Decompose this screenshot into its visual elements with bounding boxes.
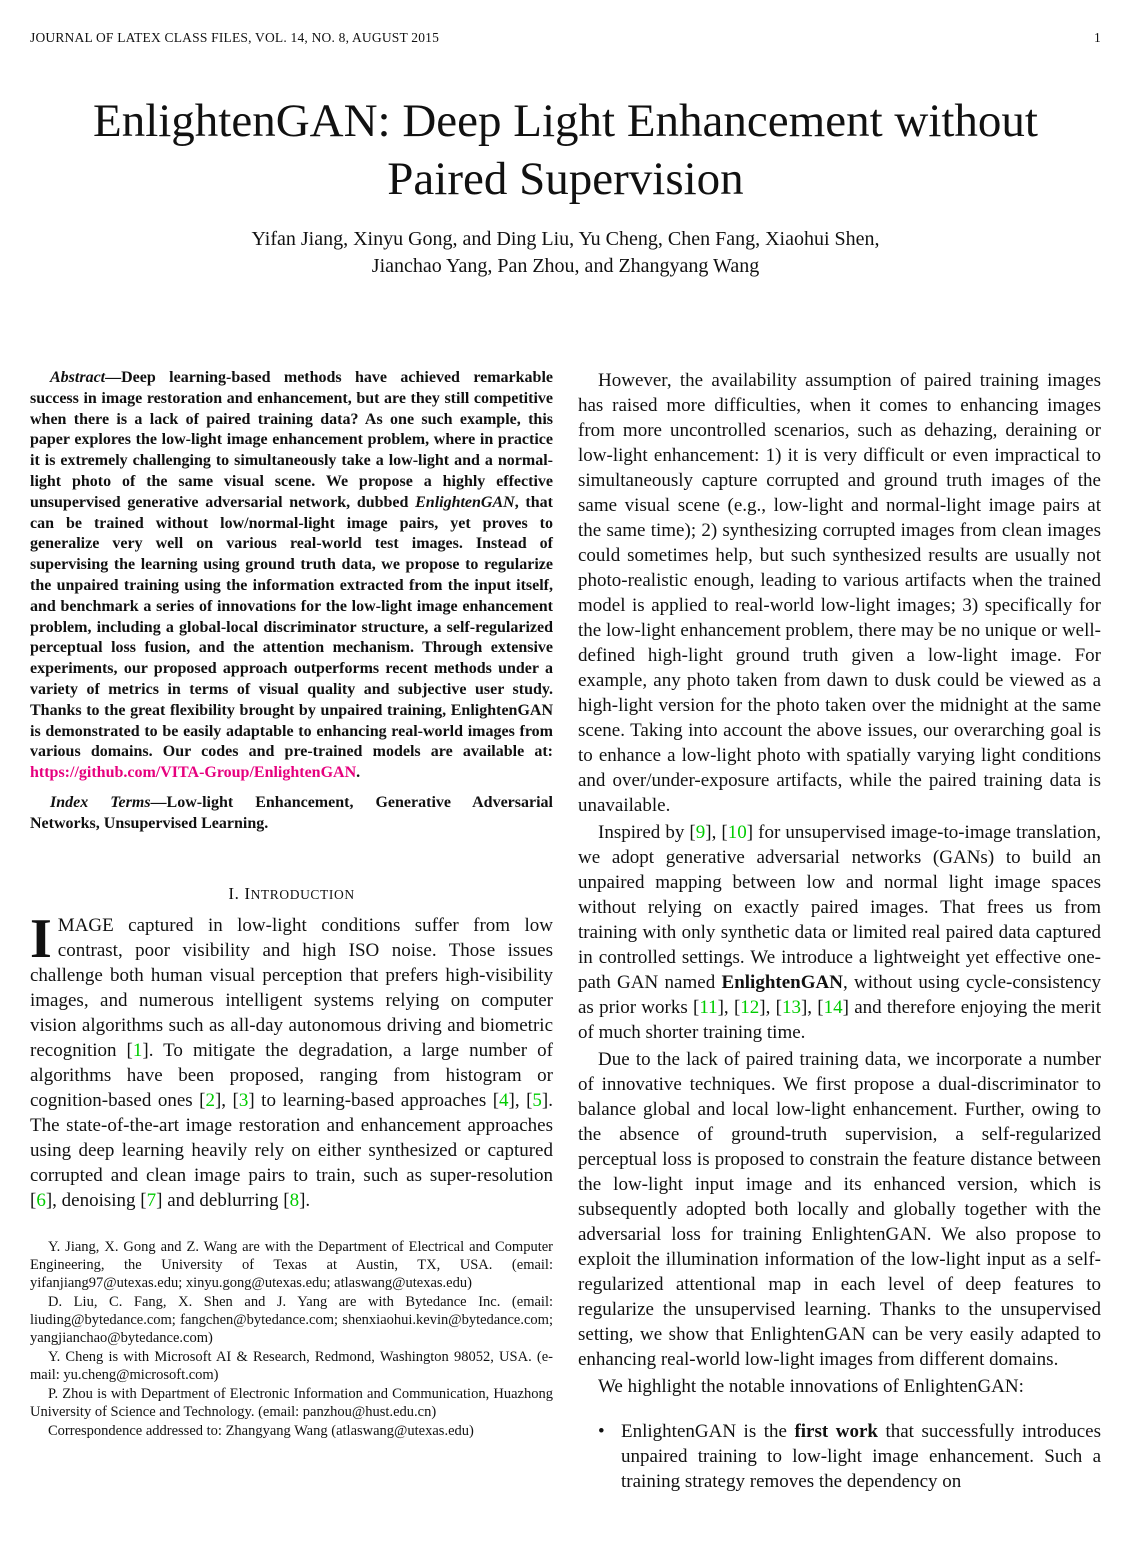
citation-link[interactable]: 4 (499, 1089, 509, 1111)
running-header (30, 30, 1101, 50)
intro-paragraph-1 (30, 907, 553, 1213)
right-column (578, 368, 1101, 1494)
abstract (30, 368, 553, 784)
intro-text: ] and therefore enjoying the merit of much shorter training time. (578, 997, 1102, 1043)
footnote: D. Liu, C. Fang, X. Shen and J. Yang are with Bytedance Inc. (email: liuding@bytedance.com; fangchen@bytedance.com; shenxiaohui.kevin@bytedance.com; yangjianchao@bytedance.com) (30, 1293, 553, 1346)
citation-link[interactable]: 1 (132, 1039, 143, 1061)
citation-link[interactable]: 3 (238, 1089, 249, 1111)
intro-text: ]. To mitigate the degradation, a large number of algorithms have been proposed, ranging from histogram or cognition-based ones [ (30, 1039, 553, 1111)
intro-text: ]. The state-of-the-art image restoration and enhancement approaches using deep learning heavily rely on either synthesized or captured corrupted and clean image pairs to train, such as super-resolution [ (30, 1089, 553, 1211)
intro-text: ] and deblurring [ (156, 1189, 290, 1211)
footnote: Y. Cheng is with Microsoft AI & Research, Redmond, Washington 98052, USA. (e-mail: yu.cheng@microsoft.com) (30, 1348, 553, 1383)
intro-text: Inspired by [ (598, 822, 696, 843)
intro-text: ], [ (705, 822, 728, 843)
section-title-rest: NTRODUCTION (250, 886, 355, 902)
intro-text: ], [ (759, 997, 782, 1018)
index-terms (30, 793, 553, 835)
intro-paragraph-3 (578, 820, 1101, 1045)
page-number: 1 (1094, 30, 1101, 45)
intro-text: ]. (299, 1189, 311, 1211)
title-line-1: EnlightenGAN: Deep Light Enhancement without (92, 95, 1038, 147)
index-terms-label: Index Terms (50, 793, 151, 811)
github-link[interactable]: https://github.com/VITA-Group/EnlightenGAN (30, 764, 357, 782)
footnote: Y. Jiang, X. Gong and Z. Wang are with the Department of Electrical and Computer Engineering, the University of Texas at Austin, TX, USA. (email: yifanjiang97@utexas.edu; xinyu.gong@utexas.edu; atlaswang@utexas.edu) (30, 1238, 553, 1291)
method-name-bold: EnlightenGAN (721, 972, 843, 993)
index-terms-text: Low-light Enhancement, Generative Adversarial Networks, Unsupervised Learning. (30, 793, 553, 832)
author-list (60, 226, 1071, 280)
abstract-label: Abstract (50, 369, 106, 386)
intro-text: ], [ (214, 1089, 239, 1111)
abstract-dash: — (105, 369, 122, 386)
intro-text: ], denoising [ (45, 1189, 147, 1211)
intro-text: ], [ (800, 997, 824, 1018)
abstract-end: . (356, 764, 361, 782)
intro-paragraph-2: However, the availability assumption of paired training images has raised more difficulties, when it comes to enhancing images from more uncontrolled scenarios, such as dehazing, deraining or low-light enhancement: 1) it is very difficult or even impractical to simultaneously capture corrupted and ground truth images of the same visual scene (e.g., low-light and normal-light image pairs at the same time); 2) synthesizing corrupted images from clean images could sometimes help, but such synthesized results are usually not photo-realistic enough, leading to various artifacts when the trained model is applied to real-world low-light images; 3) specifically for the low-light enhancement problem, there may be no unique or well-defined high-light ground truth given a low-light image. For example, any photo taken from dawn to dusk could be viewed as a high-light version for the photo taken over the midnight at the same scene. Taking into account the above issues, our overarching goal is to enhance a low-light photo with spatially varying light conditions and over/under-exposure artifacts, while the paired training data is unavailable. (578, 370, 1101, 816)
bullet-icon: • (598, 1421, 605, 1442)
intro-paragraph-5: We highlight the notable innovations of EnlightenGAN: (598, 1376, 1024, 1397)
bullet-text: EnlightenGAN is the (621, 1421, 795, 1442)
citation-link[interactable]: 5 (532, 1089, 542, 1111)
citation-link[interactable]: 12 (740, 997, 760, 1018)
intro-text: ], [ (508, 1089, 533, 1111)
abstract-text-2: , that can be trained without low/normal-light image pairs, yet proves to generalize very well on various real-world test images. Instead of supervising the learning using ground truth data, we propose to regularize the unpaired training using the information extracted from the input itself, and benchmark a series of innovations for the low-light image enhancement problem, including a global-local discriminator structure, a self-regularized perceptual loss fusion, and the attention mechanism. Through extensive experiments, our proposed approach outperforms recent methods under a variety of metrics in terms of visual quality and subjective user study. Thanks to the great flexibility brought by unpaired training, EnlightenGAN is demonstrated to be easily adaptable to enhancing real-world images from various domains. Our codes and pre-trained models are available at: (30, 493, 553, 761)
intro-text: ] to learning-based approaches [ (248, 1089, 500, 1111)
title-line-2: Paired Supervision (387, 153, 744, 205)
affiliation-footnotes (30, 1238, 553, 1440)
citation-link[interactable]: 11 (699, 997, 718, 1018)
list-item (578, 1419, 1101, 1494)
intro-text: ] for unsupervised image-to-image translation, we adopt generative adversarial networks (GANs) to build an unpaired mapping between low and normal light image spaces without relying on exactly paired images. That frees us from training with only synthetic data or limited real paired data captured in controlled settings. We introduce a lightweight yet effective one-path GAN named (578, 822, 1102, 993)
section-title-cap: I (244, 883, 251, 903)
citation-link[interactable]: 10 (727, 822, 747, 843)
intro-text: MAGE captured in low-light conditions suffer from low contrast, poor visibility and high ISO noise. Those issues challenge both human visual perception that prefers high-visibility images, and numerous intelligent systems relying on computer vision algorithms such as all-day autonomous driving and biometric recognition [ (30, 914, 553, 1061)
citation-link[interactable]: 2 (205, 1089, 215, 1111)
footnote: Correspondence addressed to: Zhangyang Wang (atlaswang@utexas.edu) (48, 1422, 474, 1439)
citation-link[interactable]: 7 (146, 1189, 157, 1211)
bullet-text: that successfully introduces unpaired training to low-light image enhancement. Such a training strategy removes the dependency on (621, 1421, 1101, 1492)
bullet-bold: first work (794, 1421, 878, 1442)
footnote: P. Zhou is with Department of Electronic Information and Communication, Huazhong University of Science and Technology. (email: panzhou@hust.edu.cn) (30, 1385, 553, 1420)
section-heading-introduction (30, 883, 553, 905)
citation-link[interactable]: 14 (823, 997, 843, 1018)
citation-link[interactable]: 8 (289, 1189, 300, 1211)
citation-link[interactable]: 6 (36, 1189, 46, 1211)
innovations-list (578, 1419, 1101, 1494)
intro-text: , without using cycle-consistency as prior works [ (578, 972, 1101, 1018)
paper-title (20, 92, 1111, 208)
intro-text: ], [ (717, 997, 741, 1018)
intro-paragraph-4: Due to the lack of paired training data, we incorporate a number of innovative techniques. We first propose a dual-discriminator to balance global and local low-light enhancement. Further, owing to the absence of ground-truth supervision, a self-regularized perceptual loss is proposed to constrain the feature distance between the low-light input image and its enhanced version, which is subsequently adopted both locally and globally together with the adversarial loss for training EnlightenGAN. We also propose to exploit the illumination information of the low-light input as a self-regularized attentional map in each level of deep features to regularize the unsupervised learning. Thanks to the unsupervised setting, we show that EnlightenGAN can be very easily adapted to enhancing real-world low-light images from different domains. (578, 1049, 1101, 1370)
citation-link[interactable]: 13 (781, 997, 801, 1018)
index-terms-dash: — (150, 793, 167, 811)
journal-line: JOURNAL OF LATEX CLASS FILES, VOL. 14, NO. 8, AUGUST 2015 (30, 30, 440, 45)
section-numeral: I. (228, 883, 240, 903)
authors-line-1: Yifan Jiang, Xinyu Gong, and Ding Liu, Yu Cheng, Chen Fang, Xiaohui Shen, (251, 228, 880, 250)
left-column (30, 368, 553, 1441)
abstract-method-name: EnlightenGAN (415, 493, 515, 511)
drop-cap: I (30, 907, 52, 970)
abstract-text-1: Deep learning-based methods have achieved remarkable success in image restoration and enhancement, but are they still competitive when there is a lack of paired training data? As one such example, this paper explores the low-light image enhancement problem, where in practice it is extremely challenging to simultaneously take a low-light and a normal-light photo of the same visual scene. We propose a highly effective unsupervised generative adversarial network, dubbed (30, 369, 553, 511)
citation-link[interactable]: 9 (695, 822, 706, 843)
authors-line-2: Jianchao Yang, Pan Zhou, and Zhangyang Wang (371, 255, 760, 277)
